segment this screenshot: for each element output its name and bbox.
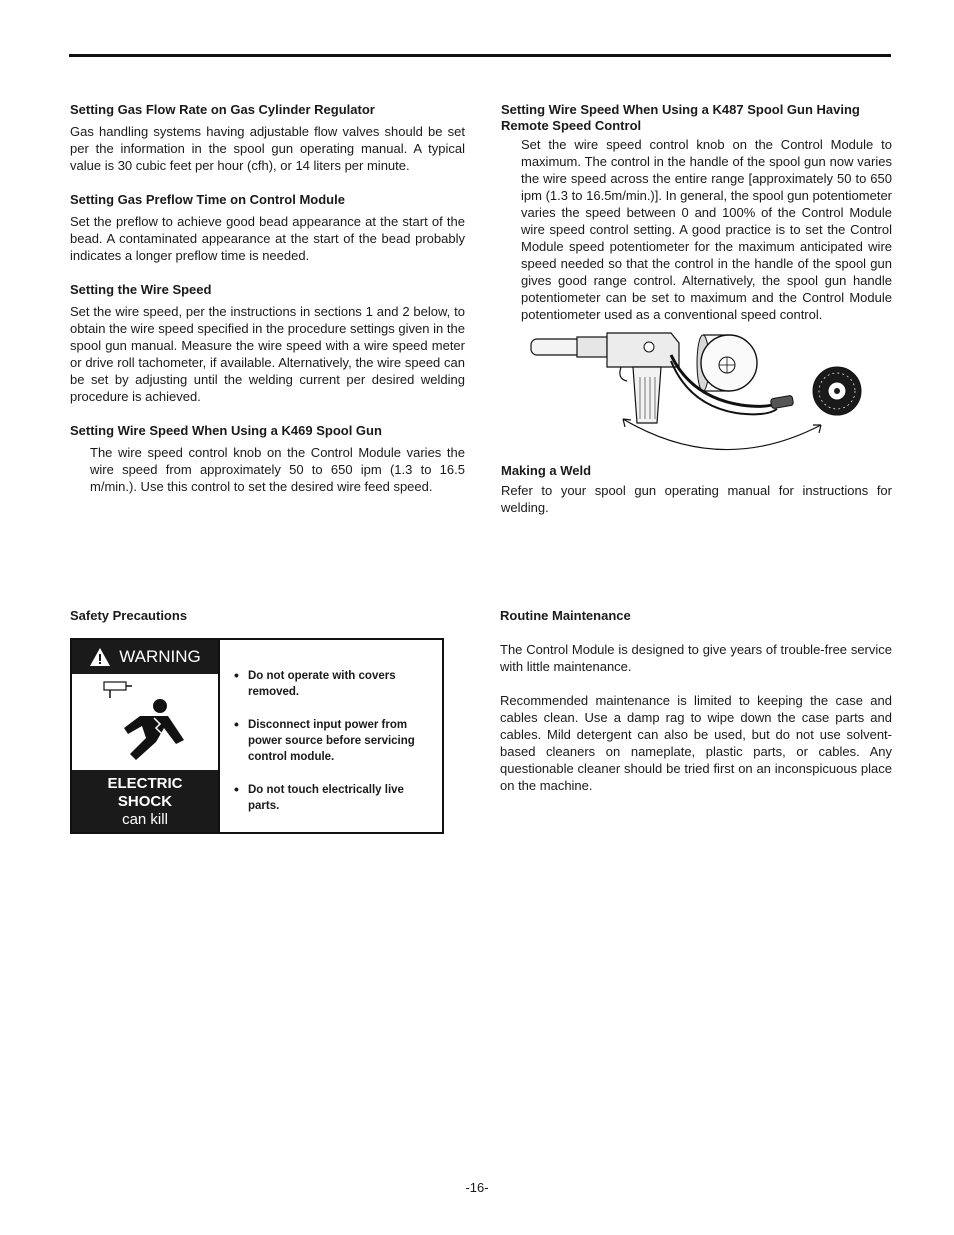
section-wire-speed: [70, 282, 465, 405]
can-kill-text: can kill: [122, 811, 168, 828]
section-body: Set the wire speed control knob on the Control Module to maximum. The control in the handle of the spool gun now varies the wire speed across the entire range [approximately 50 to 650 ipm (1.3 to 16.5m/min.)]. In general, the spool gun potentiometer varies the speed between 0 and 100% of the Control Module wire speed control setting. A good practice is to set the Control Module speed potentiometer for the maximum anticipated wire speed needed so that the control in the handle of the spool gun gives good range control. Alternatively, the spool gun handle potentiometer can be set to maximum and the Control Module potentiometer used as a conventional speed control.: [521, 137, 892, 322]
warning-box: [70, 638, 444, 834]
section-title: Setting the Wire Speed: [70, 282, 212, 297]
section-title: Making a Weld: [501, 463, 592, 478]
warning-header: [72, 640, 218, 674]
section-body: Set the wire speed, per the instructions in sections 1 and 2 below, to obtain the wire speed specified in the procedure settings given in the spool gun manual. Measure the wire speed with a wire speed meter or drive roll tachometer, if available. Alternatively, the wire speed can be set by adjusting until the welding current per desired welding procedure is achieved.: [70, 304, 465, 404]
right-column: [501, 102, 892, 534]
section-title: Setting Wire Speed When Using a K469 Spool Gun: [70, 423, 382, 438]
page-number: -16-: [465, 1180, 489, 1195]
section-making-weld: [501, 463, 892, 516]
section-k487: [501, 102, 892, 323]
warning-item: • Do not touch electrically live parts.: [234, 782, 432, 814]
warning-item: • Do not operate with covers removed.: [234, 668, 432, 700]
maintenance-para-1: The Control Module is designed to give years of trouble-free service with little maintenance.: [500, 642, 892, 674]
section-gas-preflow: [70, 192, 465, 264]
spool-gun-illustration: [521, 327, 901, 455]
maintenance-para-2: Recommended maintenance is limited to keeping the case and cables clean. Use a damp rag to wipe down the case parts and cables. Mild detergent can also be used, but do not use solvent-based cleaners on nameplate, plastic parts, or cables. Any questionable cleaner should be tried first on an inconspicuous place on the machine.: [500, 693, 892, 793]
warning-instructions: [220, 640, 442, 832]
section-k469: [70, 423, 465, 495]
shock-text: SHOCK: [117, 793, 173, 810]
warning-footer: [72, 770, 218, 832]
warning-symbol-panel: [72, 640, 220, 832]
electric-shock-icon: [72, 676, 218, 768]
left-column: [70, 102, 465, 513]
section-title: Setting Wire Speed When Using a K487 Spool Gun Having Remote Speed Control: [501, 102, 860, 133]
warning-triangle-icon: [89, 647, 111, 667]
section-title: Setting Gas Flow Rate on Gas Cylinder Regulator: [70, 102, 375, 117]
section-body: Set the preflow to achieve good bead appearance at the start of the bead. A contaminated appearance at the start of the bead probably indicates a longer preflow time is needed.: [70, 214, 465, 263]
warning-list: [234, 668, 432, 814]
section-body: Refer to your spool gun operating manual for instructions for welding.: [501, 483, 892, 515]
electric-text: ELECTRIC: [107, 775, 183, 792]
section-gas-flow: [70, 102, 465, 174]
warning-item: • Disconnect input power from power source before servicing control module.: [234, 717, 432, 765]
routine-maintenance: [500, 608, 892, 811]
spool-gun-drawing: [521, 327, 901, 455]
maintenance-title: Routine Maintenance: [500, 608, 631, 623]
header-rule: [69, 54, 891, 57]
section-body: The wire speed control knob on the Control Module varies the wire speed from approximately 50 to 650 ipm (1.3 to 16.5 m/min.). Use this control to set the desired wire feed speed.: [90, 445, 465, 494]
safety-title: Safety Precautions: [70, 608, 188, 623]
section-title: Setting Gas Preflow Time on Control Module: [70, 192, 345, 207]
warning-label: WARNING: [119, 647, 201, 666]
section-body: Gas handling systems having adjustable flow valves should be set per the information in the spool gun operating manual. A typical value is 30 cubic feet per hour (cfh), or 14 liters per minute.: [70, 124, 465, 173]
